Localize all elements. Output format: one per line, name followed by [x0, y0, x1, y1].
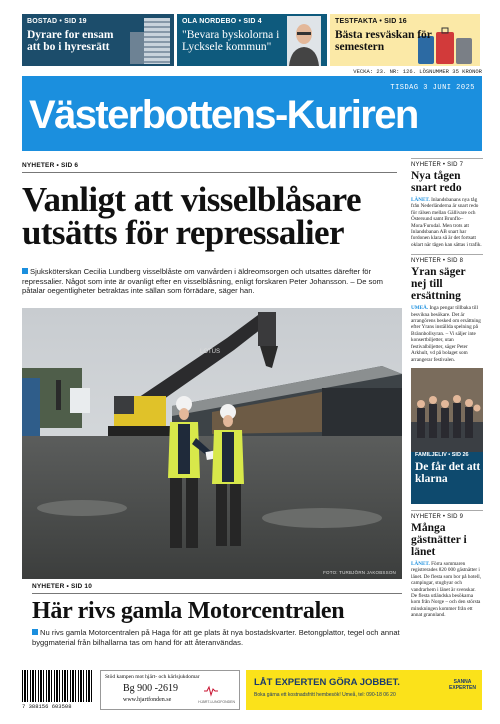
side-story[interactable] — [411, 254, 483, 363]
bottom-lede — [32, 628, 402, 648]
ad-brand: SANNA EXPERTEN — [449, 679, 476, 691]
group-photo — [411, 368, 483, 452]
ad-window-expert[interactable] — [246, 670, 482, 710]
side-kicker: NYHETER • SID 8 — [411, 258, 464, 265]
side-headline: Nya tågen snart redo — [411, 170, 462, 194]
side-story[interactable] — [411, 158, 483, 248]
photo-sign-text: LOTUS — [200, 349, 221, 355]
side-column — [411, 158, 483, 619]
teaser-test[interactable] — [330, 14, 480, 66]
ad-title: LÅT EXPERTEN GÖRA JOBBET. — [254, 677, 400, 688]
side-text — [411, 305, 483, 363]
photo-credit: FOTO: TURBJÖRN JAKOBSSON — [323, 570, 396, 575]
teaser-strip — [22, 14, 482, 66]
side-headline: Många gästnätter i länet — [411, 521, 467, 558]
divider — [32, 593, 402, 594]
teaser-tag: BOSTAD • SID 19 — [27, 18, 87, 25]
feature-teaser[interactable] — [411, 368, 483, 504]
bullet-square — [32, 629, 38, 635]
columnist-portrait — [287, 16, 321, 66]
side-body: Inga pengar tillbaka till besvikna besökare. Det är arrangörens besked om ersättning efter Yrans inställda spelning på Brännbollsyran. – Vi säljer inte konsertbiljetter, utan festivalbiljetter, säger Peter Arkhult, vd på bolaget som arrangerar festivalen. — [411, 305, 481, 363]
newspaper-logo[interactable]: Västerbottens-Kuriren — [29, 93, 418, 137]
bullet-square — [22, 268, 28, 274]
heart-icon — [203, 684, 219, 698]
barcode — [22, 670, 94, 710]
teaser-opinion[interactable] — [177, 14, 327, 66]
ad-web: www.hjartfonden.se — [123, 697, 172, 703]
side-body: Inlandsbanans nya tåg från Nederländerna är snart redo för rälsen mellan Gällivare och Östersund samt Brunflo–Mora/Furudal. Men trots att Inlandsbanan AB snart har fordonen klara så är det fortsatt oklart när tågen kan sättas i trafik. — [411, 197, 482, 248]
bottom-headline[interactable]: Här rivs gamla Motorcentralen — [32, 598, 345, 624]
teaser-housing[interactable] — [22, 14, 174, 66]
side-kicker: NYHETER • SID 9 — [411, 513, 464, 520]
issue-meta: VECKA: 23. NR: 126. LÖSNUMMER 35 KRONOR — [353, 68, 482, 75]
issue-date: TISDAG 3 JUNI 2025 — [390, 84, 475, 92]
teaser-headline: Dyrare for ensam att bo i hyresrätt — [27, 29, 114, 53]
main-kicker: NYHETER • SID 6 — [22, 162, 79, 169]
bottom-lede-text: Nu rivs gamla Motorcentralen på Haga för att ge plats åt nya bostadskvarter. Betongplattor, tegel och annat byggmaterial från bilhallarna tas om hand för att återanvändas. — [32, 628, 400, 647]
main-photo[interactable] — [22, 308, 402, 579]
side-location: LÄNET. — [411, 197, 430, 203]
demolition-photo — [22, 308, 402, 579]
divider — [22, 172, 397, 173]
side-text — [411, 197, 483, 248]
side-kicker: NYHETER • SID 7 — [411, 162, 464, 168]
bottom-kicker: NYHETER • SID 10 — [32, 583, 93, 590]
ad-heart-fund[interactable] — [100, 670, 240, 710]
ad-text: Boka gärna ett kostnadsfritt hembesök! Umeå, tel: 090-18 06 20 — [254, 692, 396, 698]
building-image — [144, 18, 170, 64]
footer — [22, 670, 482, 710]
main-lede — [22, 267, 397, 296]
ad-phone: Bg 900 -2619 — [123, 683, 178, 694]
feature-kicker: FAMILJELIV • SID 26 — [415, 451, 469, 458]
feature-headline: De får det att klarna — [415, 460, 481, 485]
ad-org: HJÄRT-LUNGFONDEN — [198, 700, 235, 704]
teaser-headline: Bästa resväskan för semestern — [335, 29, 432, 53]
masthead — [22, 76, 482, 151]
main-lede-text: Sjuksköterskan Cecilia Lundberg visselblåste om vanvården i äldreomsorgen och utsattes därefter för repressalier. Något som inte är ovanligt efter en visselblåsning, enligt forskaren Peter Johansson. – De som påtalar oegentligheter betraktas inte sällan som förrädare, säger han. — [22, 267, 383, 295]
side-location: UMEÅ. — [411, 305, 429, 312]
teaser-tag: OLA NORDEBO • SID 4 — [182, 18, 262, 25]
side-story[interactable] — [411, 510, 483, 619]
main-headline[interactable]: Vanligt att visselblåsare utsätts för repressalier — [22, 180, 361, 252]
side-text — [411, 561, 483, 619]
teaser-tag: TESTFAKTA • SID 16 — [335, 18, 407, 25]
ad-text: Stöd kampen mot hjärt- och kärlsjukdomar — [105, 674, 200, 680]
building-image — [130, 32, 144, 64]
teaser-headline: "Bevara byskolorna i Lycksele kommun" — [182, 29, 280, 53]
barcode-number: 7 388156 603508 — [22, 703, 72, 710]
side-body: Förra sommaren registrerades 820 000 gästnätter i länet. De flesta som bor på hotell, campingar, stugbyar och vandrarhem i länet är svenskar. De flesta utländska besökarna kom från Norge – och den största minskningen kommer från ett annat grannland. — [411, 560, 482, 619]
side-headline: Yran säger nej till ersättning — [411, 266, 466, 303]
barcode-bars — [22, 670, 94, 702]
side-location: LÄNET. — [411, 560, 430, 567]
